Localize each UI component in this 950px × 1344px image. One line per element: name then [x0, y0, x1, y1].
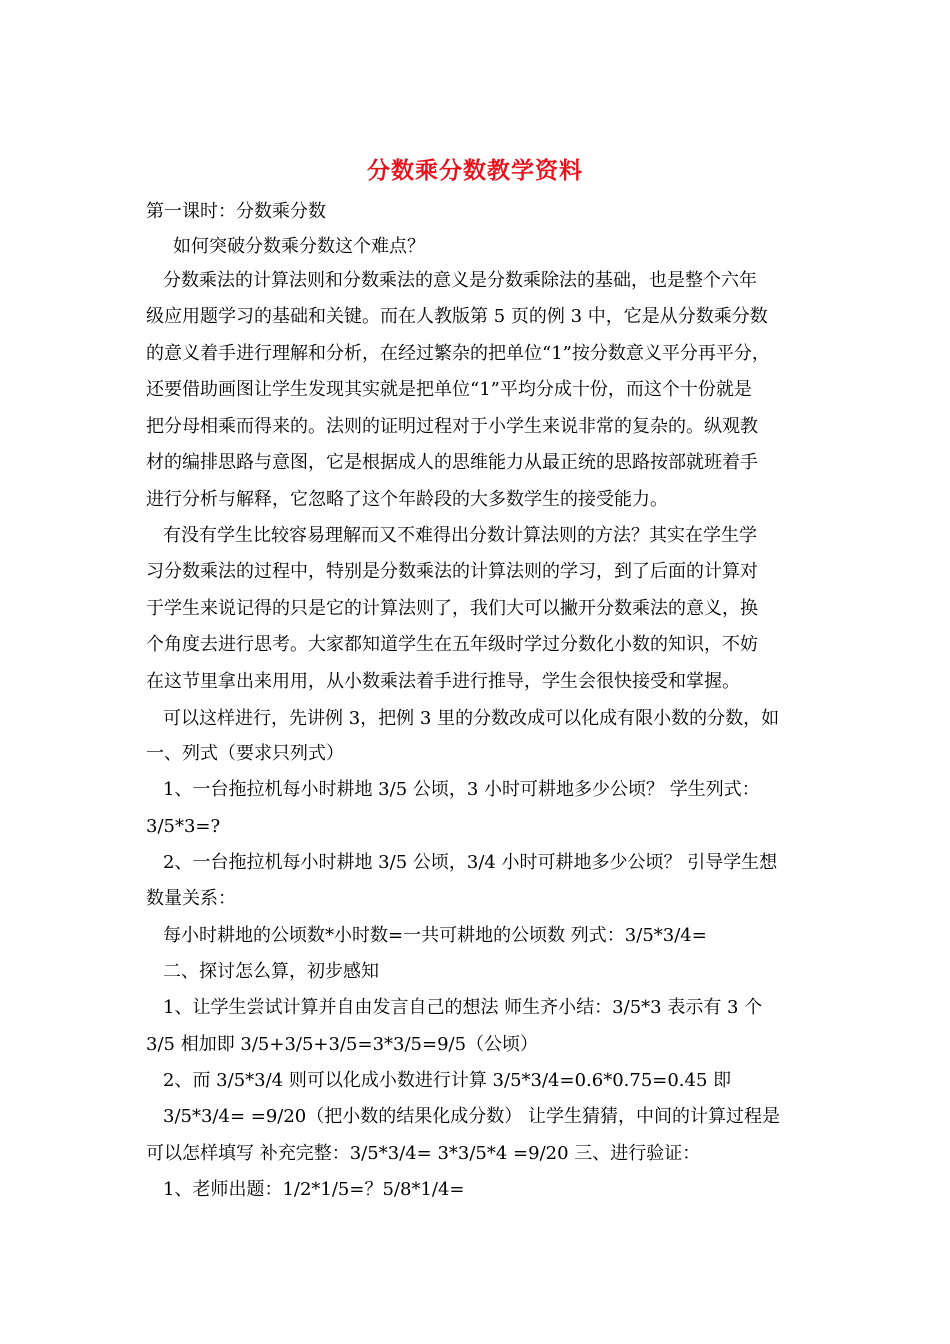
- exercise-line: 3/5*3=?: [146, 816, 221, 837]
- section-heading: 一、列式（要求只列式）: [146, 743, 344, 764]
- document-title: 分数乘分数教学资料: [367, 157, 583, 184]
- exercise-line: 每小时耕地的公顷数*小时数=一共可耕地的公顷数 列式：3/5*3/4=: [163, 925, 707, 946]
- exercise-line: 1、让学生尝试计算并自由发言自己的想法 师生齐小结：3/5*3 表示有 3 个: [163, 997, 763, 1018]
- exercise-line: 1、老师出题：1/2*1/5=？5/8*1/4=: [163, 1179, 465, 1200]
- paragraph-line: 级应用题学习的基础和关键。而在人教版第 5 页的例 3 中，它是从分数乘分数: [146, 306, 768, 327]
- paragraph-line: 在这节里拿出来用用，从小数乘法着手进行推导，学生会很快接受和掌握。: [146, 671, 740, 692]
- paragraph-line: 分数乘法的计算法则和分数乘法的意义是分数乘除法的基础，也是整个六年: [163, 270, 757, 291]
- question-line: 如何突破分数乘分数这个难点？: [173, 236, 425, 257]
- exercise-line: 3/5 相加即 3/5+3/5+3/5=3*3/5=9/5（公顷）: [146, 1034, 539, 1055]
- exercise-line: 2、一台拖拉机每小时耕地 3/5 公顷，3/4 小时可耕地多少公顷？ 引导学生想: [163, 852, 778, 873]
- exercise-line: 可以怎样填写 补充完整：3/5*3/4= 3*3/5*4 =9/20 三、进行验证：: [146, 1143, 701, 1164]
- paragraph-line: 习分数乘法的过程中，特别是分数乘法的计算法则的学习，到了后面的计算对: [146, 561, 758, 582]
- paragraph-line: 个角度去进行思考。大家都知道学生在五年级时学过分数化小数的知识，不妨: [146, 634, 758, 655]
- paragraph-line: 材的编排思路与意图，它是根据成人的思维能力从最正统的思路按部就班着手: [146, 452, 758, 473]
- paragraph-line: 把分母相乘而得来的。法则的证明过程对于小学生来说非常的复杂的。纵观教: [146, 416, 758, 437]
- paragraph-line: 可以这样进行，先讲例 3，把例 3 里的分数改成可以化成有限小数的分数，如: [163, 708, 780, 729]
- section-heading: 第一课时：分数乘分数: [146, 201, 326, 222]
- paragraph-line: 进行分析与解释，它忽略了这个年龄段的大多数学生的接受能力。: [146, 489, 668, 510]
- exercise-line: 1、一台拖拉机每小时耕地 3/5 公顷，3 小时可耕地多少公顷？ 学生列式：: [163, 779, 760, 800]
- exercise-line: 3/5*3/4= =9/20（把小数的结果化成分数） 让学生猜猜，中间的计算过程是: [163, 1106, 780, 1127]
- paragraph-line: 有没有学生比较容易理解而又不难得出分数计算法则的方法？其实在学生学: [163, 525, 757, 546]
- exercise-line: 2、而 3/5*3/4 则可以化成小数进行计算 3/5*3/4=0.6*0.75=0.45 即: [163, 1070, 732, 1091]
- paragraph-line: 于学生来说记得的只是它的计算法则了，我们大可以撇开分数乘法的意义，换: [146, 598, 758, 619]
- exercise-line: 数量关系：: [146, 888, 236, 909]
- paragraph-line: 的意义着手进行理解和分析，在经过繁杂的把单位“1”按分数意义平分再平分，: [146, 343, 770, 364]
- section-heading: 二、探讨怎么算，初步感知: [163, 961, 379, 982]
- paragraph-line: 还要借助画图让学生发现其实就是把单位“1”平均分成十份，而这个十份就是: [146, 379, 752, 400]
